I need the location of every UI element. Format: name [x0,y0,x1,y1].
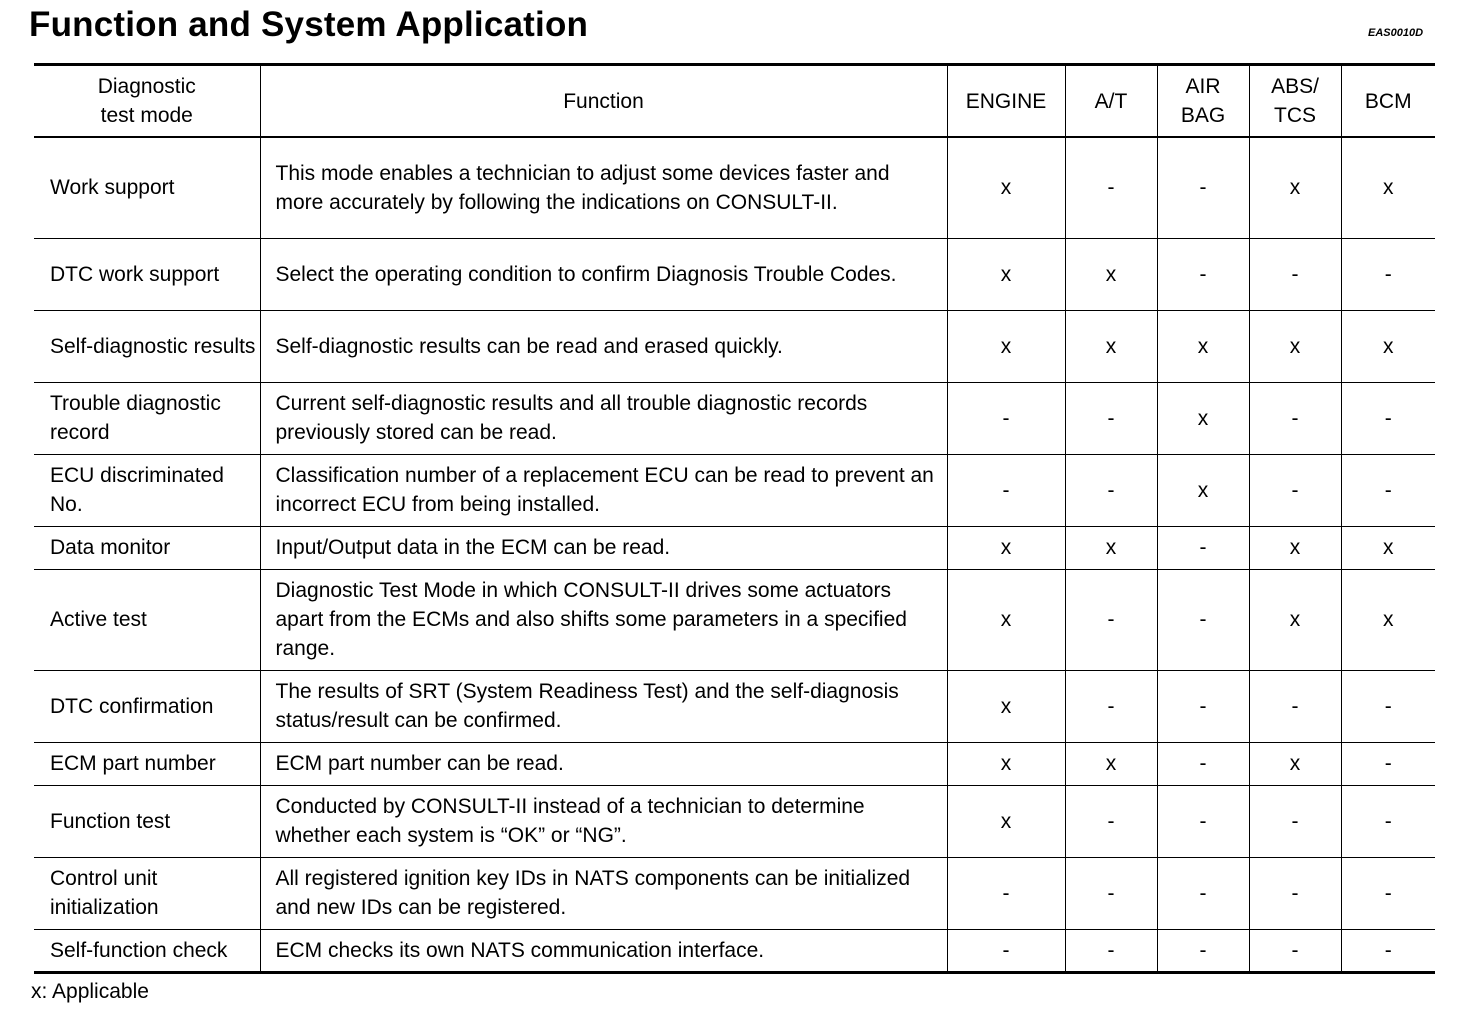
applicability-engine-cell: x [947,310,1065,382]
applicability-bcm-cell: - [1341,670,1435,742]
diagnostic-mode-cell: Data monitor [34,526,260,569]
function-description-cell: Current self-diagnostic results and all trouble diagnostic records previously stored can be read. [260,382,947,454]
applicability-airbag-cell: x [1157,310,1249,382]
table-row [34,785,1435,857]
applicability-airbag-cell: - [1157,238,1249,310]
function-description-cell: ECM checks its own NATS communication interface. [260,929,947,972]
applicability-airbag-cell: - [1157,785,1249,857]
function-description-cell: Select the operating condition to confirm Diagnosis Trouble Codes. [260,238,947,310]
applicability-airbag-cell: - [1157,857,1249,929]
table-row [34,670,1435,742]
applicability-abs-tcs-cell: - [1249,785,1341,857]
function-description-cell: All registered ignition key IDs in NATS components can be initialized and new IDs can be registered. [260,857,947,929]
applicability-abs-tcs-cell: x [1249,742,1341,785]
applicability-engine-cell: x [947,526,1065,569]
applicability-at-cell: x [1065,526,1157,569]
header-airbag: AIR BAG [1157,65,1249,138]
applicability-bcm-cell: - [1341,382,1435,454]
applicability-abs-tcs-cell: - [1249,857,1341,929]
applicability-engine-cell: - [947,382,1065,454]
applicability-bcm-cell: x [1341,137,1435,238]
header-function: Function [260,65,947,138]
table-row [34,929,1435,972]
diagnostic-mode-cell: DTC confirmation [34,670,260,742]
applicability-at-cell: - [1065,382,1157,454]
applicability-airbag-cell: x [1157,382,1249,454]
applicability-at-cell: x [1065,742,1157,785]
function-system-table [34,63,1435,974]
applicability-abs-tcs-cell: - [1249,238,1341,310]
diagnostic-mode-cell: DTC work support [34,238,260,310]
header-abs-tcs: ABS/ TCS [1249,65,1341,138]
table-row [34,742,1435,785]
diagnostic-mode-cell: Trouble diagnostic record [34,382,260,454]
applicability-at-cell: - [1065,929,1157,972]
table-row [34,454,1435,526]
applicability-bcm-cell: - [1341,785,1435,857]
table-row [34,238,1435,310]
applicability-abs-tcs-cell: - [1249,382,1341,454]
diagnostic-mode-cell: Self-function check [34,929,260,972]
applicability-engine-cell: x [947,137,1065,238]
applicability-engine-cell: - [947,929,1065,972]
applicability-at-cell: - [1065,670,1157,742]
table-row [34,310,1435,382]
table-row [34,526,1435,569]
function-description-cell: This mode enables a technician to adjust some devices faster and more accurately by following the indications on CONSULT-II. [260,137,947,238]
diagnostic-mode-cell: Control unit initialization [34,857,260,929]
diagnostic-mode-cell: Work support [34,137,260,238]
function-description-cell: Conducted by CONSULT-II instead of a technician to determine whether each system is “OK” or “NG”. [260,785,947,857]
applicability-bcm-cell: - [1341,742,1435,785]
diagnostic-mode-cell: ECU discriminated No. [34,454,260,526]
applicability-at-cell: - [1065,137,1157,238]
applicability-at-cell: - [1065,454,1157,526]
applicability-bcm-cell: - [1341,857,1435,929]
applicability-abs-tcs-cell: - [1249,670,1341,742]
table-row [34,382,1435,454]
applicability-bcm-cell: - [1341,454,1435,526]
table-row [34,569,1435,670]
diagnostic-mode-cell: Self-diagnostic results [34,310,260,382]
function-description-cell: Classification number of a replacement ECU can be read to prevent an incorrect ECU from being installed. [260,454,947,526]
function-description-cell: ECM part number can be read. [260,742,947,785]
applicability-engine-cell: x [947,785,1065,857]
applicability-airbag-cell: - [1157,569,1249,670]
applicability-engine-cell: - [947,454,1065,526]
applicability-at-cell: - [1065,785,1157,857]
applicability-abs-tcs-cell: - [1249,454,1341,526]
applicability-at-cell: - [1065,857,1157,929]
diagnostic-mode-cell: ECM part number [34,742,260,785]
table-row [34,857,1435,929]
applicability-abs-tcs-cell: x [1249,310,1341,382]
applicability-at-cell: - [1065,569,1157,670]
diagnostic-mode-cell: Active test [34,569,260,670]
applicability-airbag-cell: - [1157,670,1249,742]
header-bcm: BCM [1341,65,1435,138]
table-header-row [34,65,1435,138]
applicability-bcm-cell: x [1341,569,1435,670]
header-at: A/T [1065,65,1157,138]
applicability-at-cell: x [1065,310,1157,382]
legend: x: Applicable [31,980,149,1003]
applicability-abs-tcs-cell: - [1249,929,1341,972]
header-diagnostic-test-mode: Diagnostic test mode [34,65,260,138]
applicability-airbag-cell: - [1157,929,1249,972]
applicability-engine-cell: x [947,238,1065,310]
applicability-airbag-cell: - [1157,526,1249,569]
applicability-at-cell: x [1065,238,1157,310]
applicability-engine-cell: x [947,569,1065,670]
diagnostic-mode-cell: Function test [34,785,260,857]
applicability-bcm-cell: x [1341,526,1435,569]
header-engine: ENGINE [947,65,1065,138]
applicability-abs-tcs-cell: x [1249,526,1341,569]
function-description-cell: Self-diagnostic results can be read and erased quickly. [260,310,947,382]
applicability-abs-tcs-cell: x [1249,569,1341,670]
applicability-bcm-cell: - [1341,238,1435,310]
function-description-cell: Diagnostic Test Mode in which CONSULT-II drives some actuators apart from the ECMs and also shifts some parameters in a specified range. [260,569,947,670]
document-code: EAS0010D [1368,27,1424,39]
applicability-bcm-cell: x [1341,310,1435,382]
function-description-cell: The results of SRT (System Readiness Test) and the self-diagnosis status/result can be confirmed. [260,670,947,742]
applicability-engine-cell: x [947,670,1065,742]
table-row [34,137,1435,238]
applicability-airbag-cell: x [1157,454,1249,526]
page-title: Function and System Application [29,5,589,44]
function-description-cell: Input/Output data in the ECM can be read. [260,526,947,569]
applicability-bcm-cell: - [1341,929,1435,972]
applicability-airbag-cell: - [1157,137,1249,238]
applicability-engine-cell: - [947,857,1065,929]
applicability-airbag-cell: - [1157,742,1249,785]
applicability-engine-cell: x [947,742,1065,785]
applicability-abs-tcs-cell: x [1249,137,1341,238]
